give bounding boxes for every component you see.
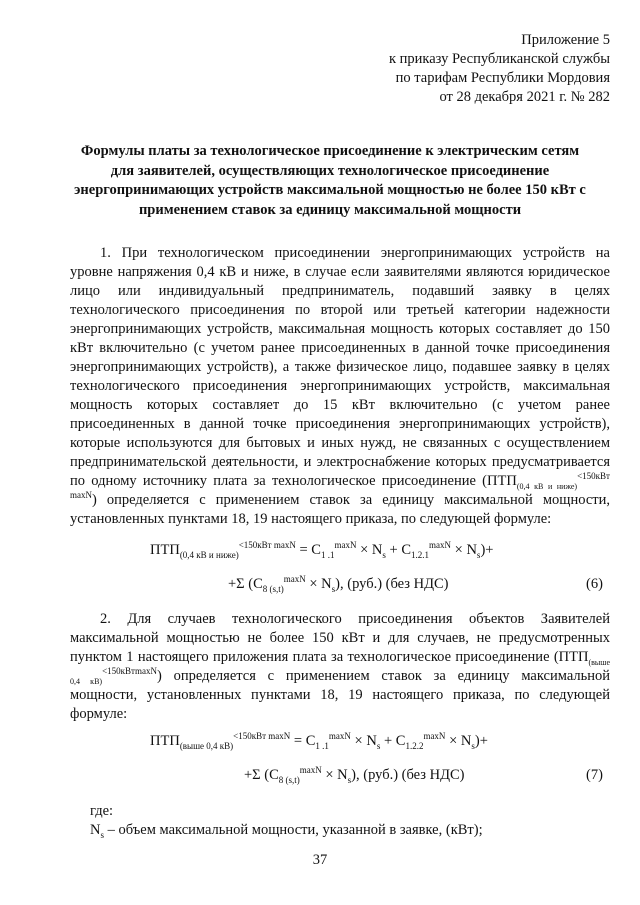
formula-n-sub: s — [471, 740, 475, 751]
ns-definition — [90, 821, 483, 840]
title-line: энергопринимающих устройств максимальной мощностью не более 150 кВт с — [74, 182, 586, 198]
formula-lhs-sub: (выше 0,4 кВ) — [179, 740, 234, 751]
ptp-superscript: <150кВт maxN — [70, 471, 610, 501]
formula-6-line-2 — [228, 574, 449, 594]
ns-symbol: N — [90, 822, 101, 838]
formula-plus: + С — [385, 542, 412, 558]
formula-n-sub: s — [331, 583, 336, 594]
formula-times: × N — [321, 767, 348, 783]
ns-text: – объем максимальной мощности, указанной в заявке, (кВт); — [104, 822, 483, 838]
formula-c2-sub: 1.2.1 — [411, 549, 430, 560]
formula-lhs: ПТП — [150, 733, 180, 749]
formula-c1-sub: 1 .1 — [320, 549, 335, 560]
formula-c1-sub: 1 .1 — [315, 740, 329, 751]
formula-c8-sub: 8 (s,t) — [278, 774, 300, 785]
title-line: применением ставок за единицу максимальной мощности — [138, 201, 522, 218]
title-line: для заявителей, осуществляющих технологическое присоединение — [110, 162, 550, 179]
formula-c8-sup: maxN — [299, 765, 322, 776]
formula-eq: = С — [295, 542, 321, 558]
formula-n-sub: s — [476, 549, 481, 560]
ptp-symbol: ПТП — [558, 649, 589, 665]
document-title — [60, 142, 600, 220]
formula-c1-sup: maxN — [328, 731, 351, 742]
formula-times: × N — [356, 542, 383, 558]
page-number: 37 — [312, 852, 328, 868]
equation-number: (6) — [586, 576, 603, 592]
appendix-header — [389, 31, 610, 107]
formula-eq: = С — [290, 733, 316, 749]
paragraph-1-text-b: ) определяется с применением ставок за единицу максимальной мощности, установленных пунктами 18, 19 настоящего приказа, по следующей формуле: — [70, 492, 610, 527]
formula-unit: ), (руб.) (без НДС) — [351, 767, 465, 783]
formula-lhs-sup: <150кВт maxN — [238, 540, 296, 551]
formula-tail: )+ — [474, 733, 488, 749]
formula-c1-sup: maxN — [334, 540, 357, 551]
paragraph-2-text-b: ) определяется с применением ставок за единицу максимальной мощности, установленных пунктами 18, 19 настоящего приказа, по следующей формуле: — [70, 668, 611, 722]
appendix-line: к приказу Республиканской службы — [388, 51, 610, 67]
formula-n-sub: s — [376, 740, 381, 751]
formula-sum: +Σ (С — [228, 576, 263, 592]
formula-tail: )+ — [480, 542, 494, 558]
formula-c2-sub: 1.2.2 — [405, 740, 424, 751]
ptp-subscript: (0,4 кВ и ниже) — [516, 481, 578, 491]
paragraph-1 — [70, 244, 610, 529]
formula-n-sub: s — [347, 774, 352, 785]
formula-c8-sup: maxN — [283, 574, 306, 585]
where-label: где: — [90, 803, 114, 819]
appendix-line: Приложение 5 — [521, 32, 610, 48]
ptp-subscript: (выше 0,4 кВ) — [70, 657, 610, 686]
appendix-line: от 28 декабря 2021 г. № 282 — [439, 89, 610, 105]
equation-number: (7) — [586, 767, 603, 783]
formula-plus: + С — [380, 733, 406, 749]
paragraph-2-text-a: 2. Для случаев технологического присоединения объектов Заявителей максимальной мощностью не более 150 кВт и для случаев, не предусмотренных пунктом 1 настоящего приложения плата за технологическое присоединение ( — [70, 611, 610, 665]
formula-n-sub: s — [382, 549, 386, 560]
formula-times: × N — [445, 733, 472, 749]
formula-times: × N — [350, 733, 377, 749]
formula-7-line-1 — [150, 731, 488, 751]
formula-times: × N — [305, 576, 332, 592]
formula-lhs-sub: (0,4 кВ и ниже) — [179, 549, 239, 560]
formula-sum: +Σ (С — [244, 767, 279, 783]
ptp-superscript: <150кВтmaxN — [102, 666, 157, 677]
ptp-symbol: ПТП — [487, 473, 517, 489]
paragraph-2 — [70, 610, 610, 724]
appendix-line: по тарифам Республики Мордовия — [395, 70, 610, 86]
formula-times: × N — [451, 542, 477, 558]
formula-6-line-1 — [150, 540, 493, 560]
title-line: Формулы платы за технологическое присоединение к электрическим сетям — [80, 143, 580, 159]
formula-unit: ), (руб.) (без НДС) — [335, 576, 449, 592]
formula-7-line-2 — [244, 765, 465, 785]
formula-c2-sup: maxN — [429, 540, 452, 551]
formula-c8-sub: 8 (s,t) — [262, 583, 284, 594]
formula-lhs-sup: <150кВт maxN — [233, 731, 291, 742]
paragraph-1-text-a: 1. При технологическом присоединении энергопринимающих устройств на уровне напряжения 0,4 кВ и ниже, в случае если заявителями являются юридическое лицо или индивидуальный предприниматель, подавший заявку в целях технологического присоединения по второй или третьей категории надежности энергопринимающих устройств, максимальная мощность которых составляет до 150 кВт включительно (с учетом ранее присоединенных в данной точке присоединения энергопринимающих устройств), а также физическое лицо, подавшее заявку в целях технологического присоединения энергопринимающих устройств, максимальная мощность которых составляет до 15 кВт включительно (с учетом ранее присоединенных в данной точке присоединения энергопринимающих устройств), которые используются для бытовых и иных нужд, не связанных с осуществлением предпринимательской деятельности, и электроснабжение которых предусматривается по одному источнику плата за технологическое присоединение ( — [70, 245, 610, 489]
formula-c2-sup: maxN — [423, 731, 446, 742]
ns-subscript: s — [100, 829, 104, 840]
formula-lhs: ПТП — [150, 542, 180, 558]
